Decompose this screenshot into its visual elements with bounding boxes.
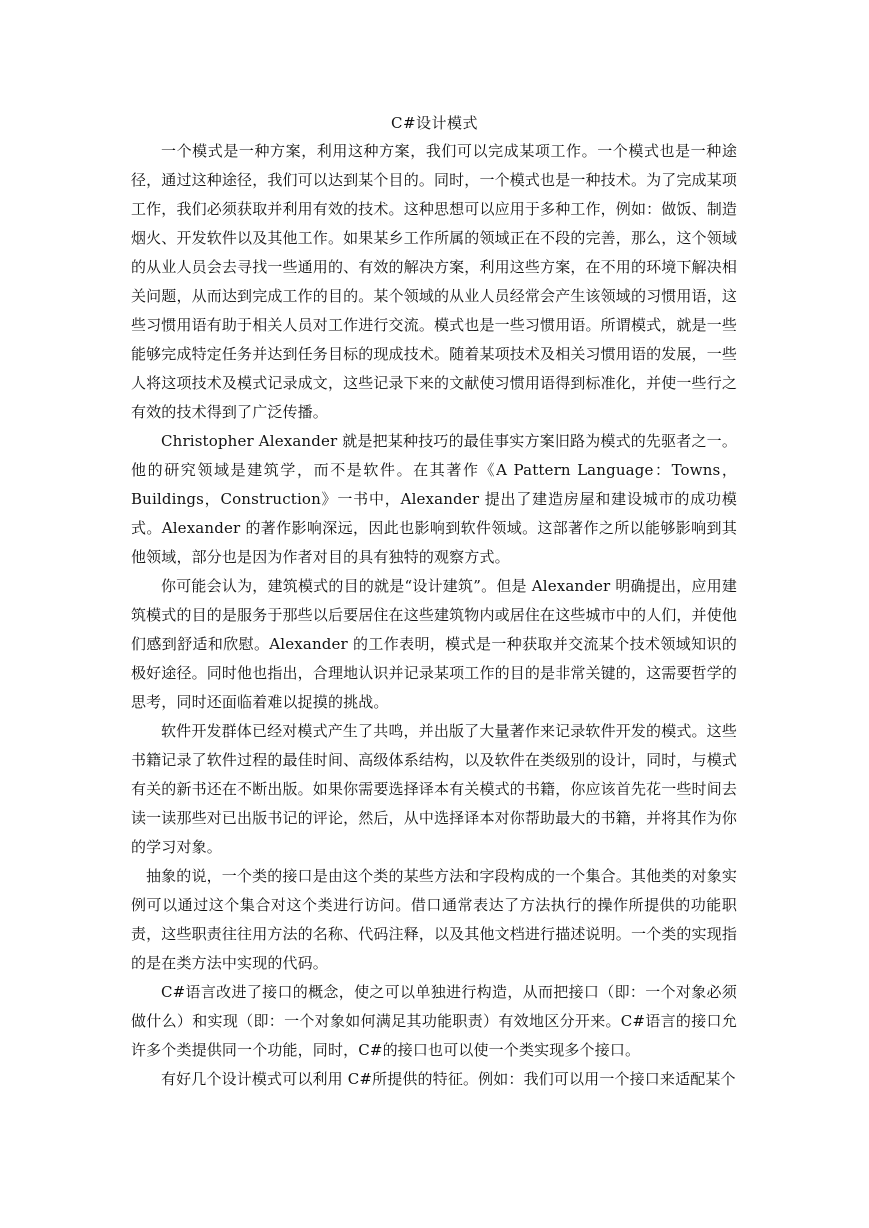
document-title: C#设计模式: [390, 114, 479, 132]
paragraph-software-community: 软件开发群体已经对模式产生了共鸣，并出版了大量著作来记录软件开发的模式。这些书籍记录了软件过程的最佳时间、高级体系结构，以及软件在类级别的设计，同时，与模式有关的新书还在不断出版。如果你需要选择译本有关模式的书籍，你应该首先花一些时间去读一读那些对已出版书记的评论，然后，从中选择译本对你帮助最大的书籍，并将其作为你的学习对象。: [131, 722, 738, 856]
paragraph-architecture-purpose: 你可能会认为，建筑模式的目的就是“设计建筑”。但是 Alexander 明确提出，应用建筑模式的目的是服务于那些以后要居住在这些建筑物内或居住在这些城市中的人们，并使他们感到舒适和欣慰。Alexander 的工作表明，模式是一种获取并交流某个技术领域知识的极好途径。同时他也指出，合理地认识并记录某项工作的目的是非常关键的，这需要哲学的思考，同时还面临着难以捉摸的挑战。: [131, 577, 738, 711]
document-body: [131, 137, 737, 1094]
paragraph-csharp-interfaces: C#语言改进了接口的概念，使之可以单独进行构造，从而把接口（即：一个对象必须做什么）和实现（即：一个对象如何满足其功能职责）有效地区分开来。C#语言的接口允许多个类提供同一个功能，同时，C#的接口也可以使一个类实现多个接口。: [131, 983, 737, 1059]
paragraph-christopher-alexander: Christopher Alexander 就是把某种技巧的最佳事实方案旧路为模式的先驱者之一。他的研究领域是建筑学，而不是软件。在其著作《A Pattern Language：Towns，Buildings，Construction》一书中，Alexander 提出了建造房屋和建设城市的成功模式。Alexander 的著作影响深远，因此也影响到软件领域。这部著作之所以能够影响到其他领域，部分也是因为作者对目的具有独特的观察方式。: [131, 432, 737, 566]
paragraph-pattern-definition: 一个模式是一种方案，利用这种方案，我们可以完成某项工作。一个模式也是一种途径，通过这种途径，我们可以达到某个目的。同时，一个模式也是一种技术。为了完成某项工作，我们必须获取并利用有效的技术。这种思想可以应用于多种工作，例如：做饭、制造烟火、开发软件以及其他工作。如果某乡工作所属的领域正在不段的完善，那么，这个领域的从业人员会去寻找一些通用的、有效的解决方案，利用这些方案，在不用的环境下解决相关问题，从而达到完成工作的目的。某个领域的从业人员经常会产生该领域的习惯用语，这些习惯用语有助于相关人员对工作进行交流。模式也是一些习惯用语。所谓模式，就是一些能够完成特定任务并达到任务目标的现成技术。随着某项技术及相关习惯用语的发展，一些人将这项技术及模式记录成文，这些记录下来的文献使习惯用语得到标准化，并使一些行之有效的技术得到了广泛传播。: [131, 142, 738, 421]
paragraph-design-patterns-features: 有好几个设计模式可以利用 C#所提供的特征。例如：我们可以用一个接口来适配某个: [161, 1070, 736, 1088]
paragraph-class-interface: 抽象的说，一个类的接口是由这个类的某些方法和字段构成的一个集合。其他类的对象实例可以通过这个集合对这个类进行访问。借口通常表达了方法执行的操作所提供的功能职责，这些职责往往用方法的名称、代码注释，以及其他文档进行描述说明。一个类的实现指的是在类方法中实现的代码。: [131, 867, 738, 972]
